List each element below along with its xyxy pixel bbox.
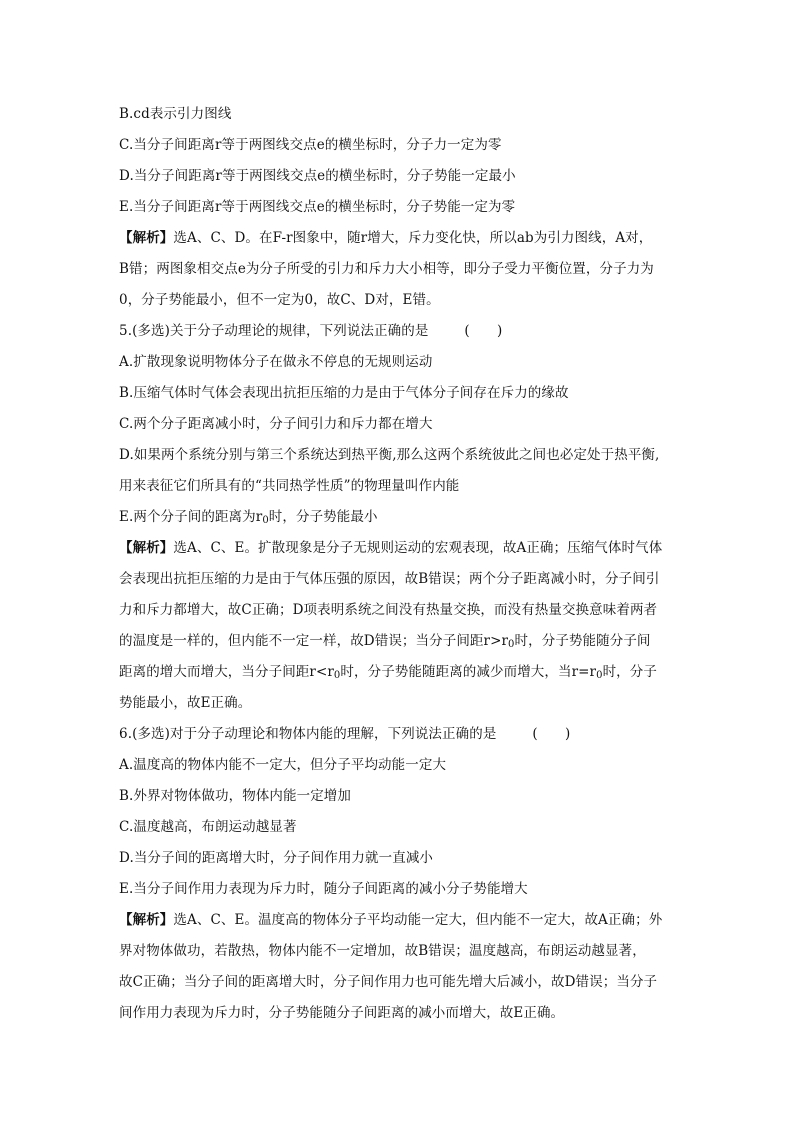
q6-option-d: D.当分子间的距离增大时，分子间作用力就一直减小 [119, 850, 434, 866]
q5-analysis-line-5: 距离的增大而增大，当分子间距$r<r_0$时，分子势能随距离的减少而增大，当$r=r_0$时，分子 [119, 664, 657, 681]
q6-stem: 6.(多选)对于分子动理论和物体内能的理解，下列说法正确的是 ( ) [119, 726, 571, 742]
q6-analysis-line-4: 间作用力表现为斥力时，分子势能随分子间距离的减小而增大，故E正确。 [119, 1005, 565, 1021]
q4-analysis-line-2: B错；两图象相交点e为分子所受的引力和斥力大小相等，即分子受力平衡位置，分子力为 [119, 261, 654, 277]
document-content [119, 99, 689, 1029]
q5-analysis-line-3: 力和斥力都增大，故C正确；D项表明系统之间没有热量交换，而没有热量交换意味着两者 [119, 602, 658, 618]
q6-option-a: A.温度高的物体内能不一定大，但分子平均动能一定大 [119, 757, 447, 773]
q4-analysis-line-1: 【解析】选A、C、D。在F-r图象中，随r增大，斥力变化快，所以ab为引力图线，A对， [119, 230, 653, 246]
q6-analysis-line-3: 故C正确；当分子间的距离增大时，分子间作用力也可能先增大后减小，故D错误；当分子 [119, 974, 658, 990]
q4-analysis-line-3: 0，分子势能最小，但不一定为0，故C、D对，E错。 [119, 292, 440, 308]
q5-option-b: B.压缩气体时气体会表现出抗拒压缩的力是由于气体分子间存在斥力的缘故 [119, 385, 569, 401]
q5-analysis-line-2: 会表现出抗拒压缩的力是由于气体压强的原因，故B错误；两个分子距离减小时，分子间引 [119, 571, 660, 587]
q4-option-d: D.当分子间距离r等于两图线交点e的横坐标时，分子势能一定最小 [119, 168, 516, 184]
q5-option-e: E.两个分子间的距离为$r_0$时，分子势能最小 [119, 509, 378, 526]
q6-option-e: E.当分子间作用力表现为斥力时，随分子间距离的减小分子势能增大 [119, 881, 528, 897]
q4-option-e: E.当分子间距离r等于两图线交点e的横坐标时，分子势能一定为零 [119, 199, 516, 215]
q5-analysis-line-6: 势能最小，故E正确。 [119, 695, 252, 711]
q6-option-c: C.温度越高，布朗运动越显著 [119, 819, 297, 835]
q4-option-b: B.cd表示引力图线 [119, 106, 232, 122]
q5-option-d-line-1: D.如果两个系统分别与第三个系统达到热平衡,那么这两个系统彼此之间也必定处于热平衡, [119, 447, 660, 463]
analysis-label: 【解析】 [119, 230, 174, 246]
q5-option-c: C.两个分子距离减小时，分子间引力和斥力都在增大 [119, 416, 433, 432]
q5-stem: 5.(多选)关于分子动理论的规律，下列说法正确的是 ( ) [119, 323, 503, 339]
q6-analysis-line-1: 【解析】选A、C、E。温度高的物体分子平均动能一定大，但内能不一定大，故A正确；外 [119, 912, 663, 928]
q6-option-b: B.外界对物体做功，物体内能一定增加 [119, 788, 352, 804]
answer-bracket: ( ) [464, 323, 503, 339]
analysis-label: 【解析】 [119, 912, 174, 928]
q5-option-a: A.扩散现象说明物体分子在做永不停息的无规则运动 [119, 354, 433, 370]
answer-bracket: ( ) [532, 726, 571, 742]
analysis-label: 【解析】 [119, 540, 174, 556]
q5-option-d-line-2: 用来表征它们所具有的“共同热学性质”的物理量叫作内能 [119, 478, 460, 494]
q5-analysis-line-1: 【解析】选A、C、E。扩散现象是分子无规则运动的宏观表现，故A正确；压缩气体时气体 [119, 540, 663, 556]
q4-option-c: C.当分子间距离r等于两图线交点e的横坐标时，分子力一定为零 [119, 137, 502, 153]
q6-analysis-line-2: 界对物体做功，若散热，物体内能不一定增加，故B错误；温度越高，布朗运动越显著， [119, 943, 646, 959]
q5-analysis-line-4: 的温度是一样的，但内能不一定一样，故D错误；当分子间距$r>r_0$时，分子势能随分子间 [119, 633, 651, 650]
